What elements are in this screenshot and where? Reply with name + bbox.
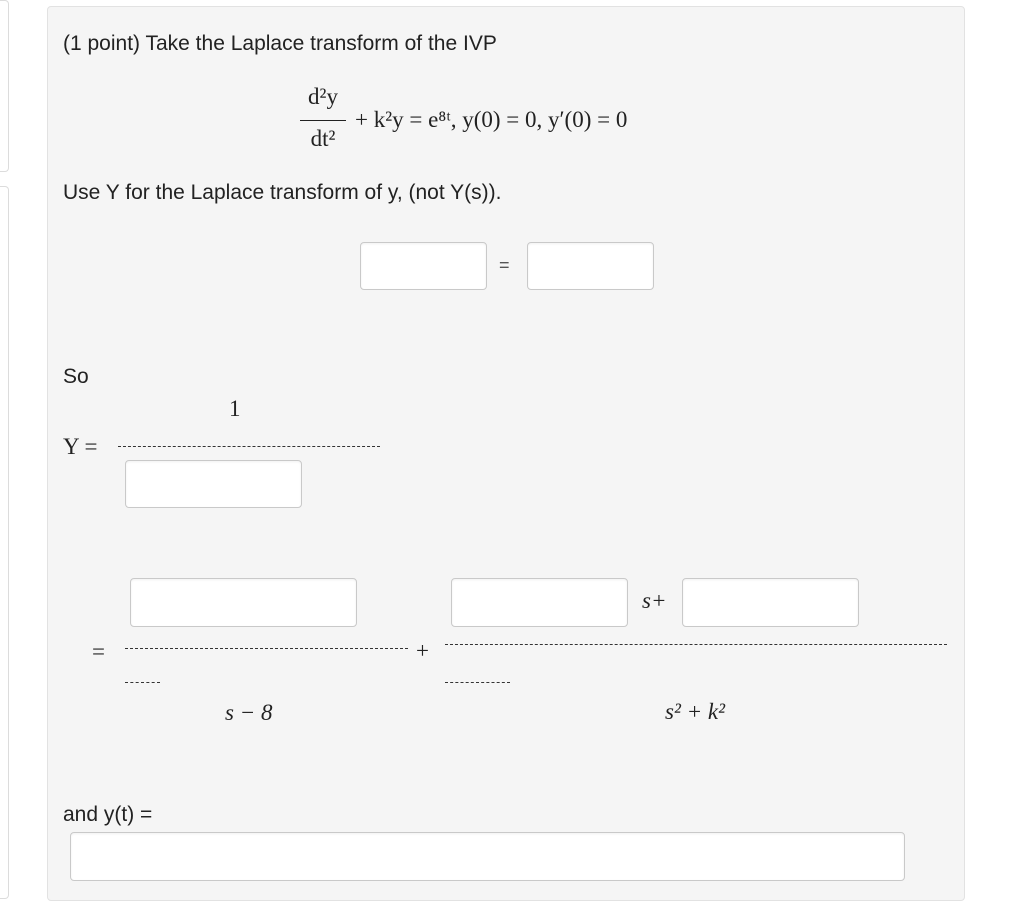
s-plus-label: s+ [642,588,667,613]
Y-numerator: 1 [229,396,241,421]
numerator-A-input[interactable] [130,578,357,627]
instruction-text: Use Y for the Laplace transform of y, (not Y(s)). [63,181,502,204]
transform-right-input[interactable] [527,242,654,290]
and-label: and y(t) = [63,803,153,826]
Y-fraction-dashes [118,446,380,447]
problem-card [47,6,965,901]
fraction1-dashes-short [125,682,160,683]
transform-equals: = [499,255,510,275]
problem-prompt [63,32,497,56]
Y-denominator-input[interactable] [125,460,302,508]
fraction1-dashes [125,648,408,649]
neighbor-panel-edge-bottom [0,186,9,899]
denominator1: s − 8 [225,700,273,725]
denominator2: s² + k² [665,699,725,724]
numerator-B-input[interactable] [451,578,628,627]
y-of-t-input[interactable] [70,832,905,881]
ode-rest: + k²y = e⁸ᵗ, y(0) = 0, y′(0) = 0 [355,107,628,132]
so-label: So [63,365,89,388]
ode-fraction-bar [300,120,346,121]
partial-equals: = [92,639,105,664]
neighbor-panel-edge-top [0,0,9,172]
ode-numerator: d²y [308,84,338,109]
ode-denominator: dt² [310,126,336,151]
Y-lhs: Y = [63,434,98,459]
numerator-C-input[interactable] [682,578,859,627]
fraction2-dashes-short [445,682,510,683]
fraction2-dashes [445,644,947,645]
problem-prompt-text: (1 point) Take the Laplace transform of the IVP [63,32,497,55]
transform-left-input[interactable] [360,242,487,290]
plus-sign: + [416,638,429,663]
